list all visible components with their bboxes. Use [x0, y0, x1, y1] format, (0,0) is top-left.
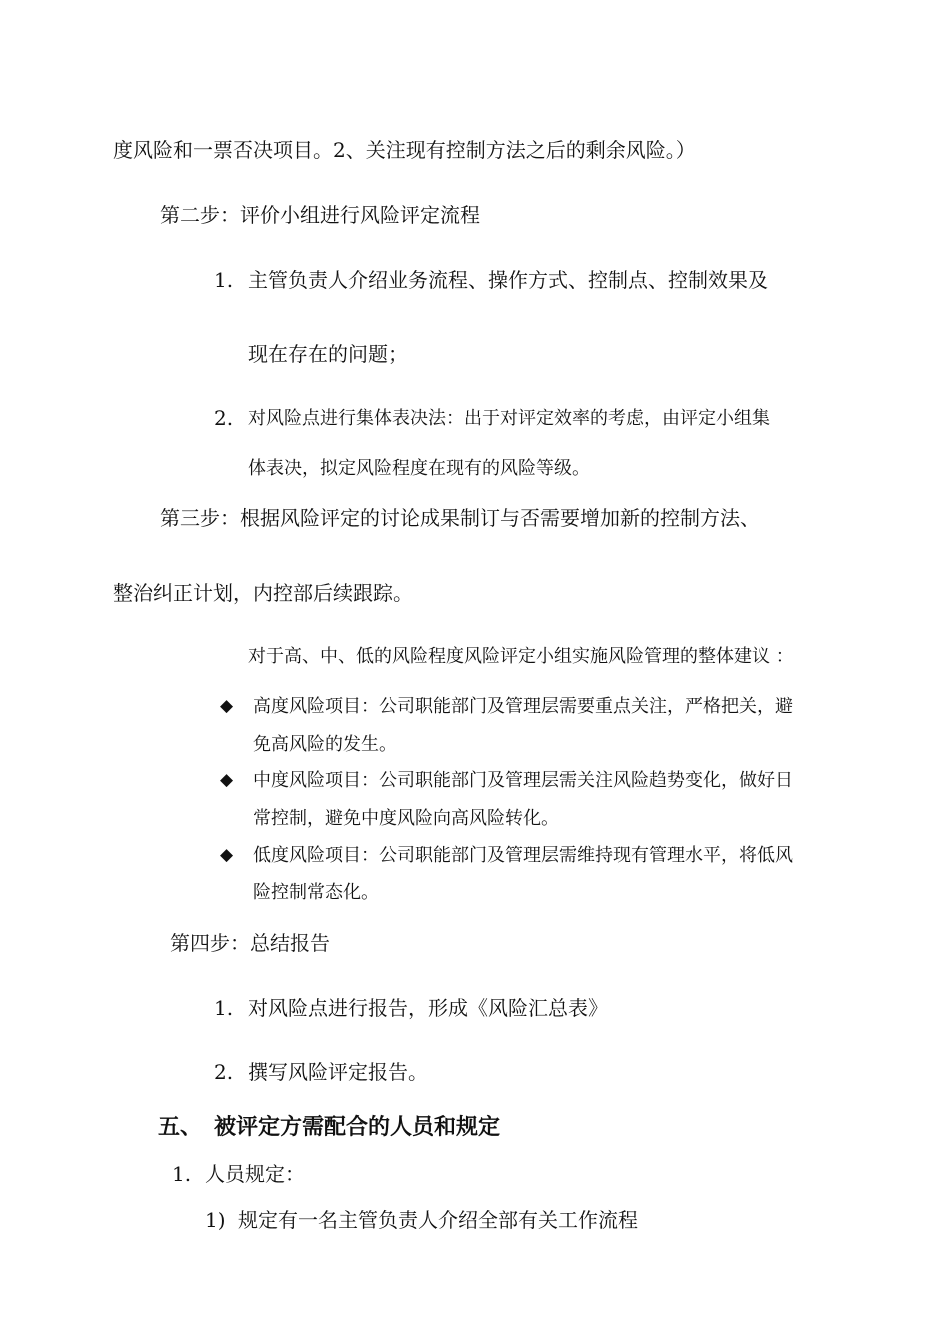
diamond-bullet-icon: ◆: [220, 845, 234, 865]
personnel-rule-number: 1.: [172, 1162, 192, 1186]
low-risk-line-1: 低度风险项目：公司职能部门及管理层需维持现有管理水平，将低风: [253, 845, 793, 866]
step-3-line-1: 第三步：根据风险评定的讨论成果制订与否需要增加新的控制方法、: [160, 506, 760, 530]
paragraph-continuation: 度风险和一票否决项目。2、关注现有控制方法之后的剩余风险。）: [113, 138, 696, 162]
step-4-item-2-number: 2.: [214, 1060, 234, 1084]
advice-intro-lead: 对于高、中、低的风险程度风险评定小组: [248, 646, 572, 667]
personnel-subrule-text: 规定有一名主管负责人介绍全部有关工作流程: [238, 1208, 638, 1232]
step-4-item-2: 撰写风险评定报告。: [248, 1060, 428, 1084]
step-4-heading: 第四步：总结报告: [170, 931, 330, 955]
section-5-number: 五、: [158, 1115, 203, 1140]
step-2-item-1-line-1: 主管负责人介绍业务流程、操作方式、控制点、控制效果及: [248, 268, 768, 292]
step-2-item-2-line-1: 对风险点进行集体表决法：出于对评定效率的考虑，由评定小组集: [248, 408, 770, 429]
medium-risk-line-2: 常控制，避免中度风险向高风险转化。: [253, 808, 559, 829]
step-4-item-1: 对风险点进行报告，形成《风险汇总表》: [248, 996, 608, 1020]
high-risk-line-2: 免高风险的发生。: [253, 734, 397, 755]
step-2-item-2-number: 2.: [214, 406, 234, 430]
diamond-bullet-icon: ◆: [220, 770, 234, 790]
advice-intro: [248, 648, 794, 666]
personnel-subrule-number: 1): [205, 1208, 226, 1232]
step-2-heading: 第二步：评价小组进行风险评定流程: [160, 203, 480, 227]
step-3-line-2: 整治纠正计划，内控部后续跟踪。: [113, 581, 413, 605]
step-2-item-1-line-2: 现在存在的问题；: [248, 342, 408, 366]
medium-risk-line-1: 中度风险项目：公司职能部门及管理层需关注风险趋势变化，做好日: [253, 770, 793, 791]
step-2-item-2-line-2: 体表决，拟定风险程度在现有的风险等级。: [248, 458, 590, 479]
advice-intro-colon: ：: [775, 646, 794, 667]
personnel-rule-heading: 人员规定：: [205, 1162, 305, 1186]
step-2-item-1-number: 1.: [214, 268, 234, 292]
diamond-bullet-icon: ◆: [220, 696, 234, 716]
high-risk-line-1: 高度风险项目：公司职能部门及管理层需要重点关注，严格把关，避: [253, 696, 793, 717]
low-risk-line-2: 险控制常态化。: [253, 882, 379, 903]
step-4-item-1-number: 1.: [214, 996, 234, 1020]
advice-intro-emphasis: 实施风险管理的整体建议: [572, 646, 770, 667]
section-5-title: 被评定方需配合的人员和规定: [214, 1115, 501, 1140]
